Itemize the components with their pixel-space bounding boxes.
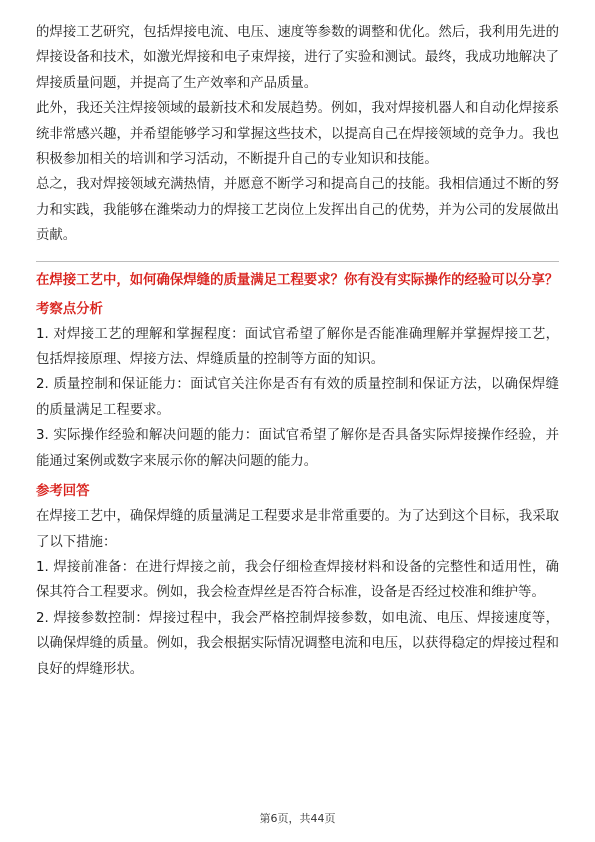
answer-heading: 参考回答 [36, 484, 90, 500]
intro-paragraph: 的焊接工艺研究，包括焊接电流、电压、速度等参数的调整和优化。然后，我利用先进的焊接设备和技术，如激光焊接和电子束焊接，进行了实验和测试。最终，我成功地解决了焊接质量问题，并提高了生产效率和产品质量。 [36, 25, 559, 91]
page-number: 第6页，共44页 [259, 812, 336, 825]
section-divider [36, 261, 559, 262]
interview-question: 在焊接工艺中，如何确保焊缝的质量满足工程要求？你有没有实际操作的经验可以分享？ [36, 272, 559, 288]
analysis-item: 2. 质量控制和保证能力：面试官关注你是否有有效的质量控制和保证方法，以确保焊缝的质量满足工程要求。 [36, 377, 559, 418]
answer-paragraph: 2. 焊接参数控制：焊接过程中，我会严格控制焊接参数，如电流、电压、焊接速度等，以确保焊缝的质量。例如，我会根据实际情况调整电流和电压，以获得稳定的焊接过程和良好的焊缝形状。 [36, 610, 559, 677]
intro-paragraph: 总之，我对焊接领域充满热情，并愿意不断学习和提高自己的技能。我相信通过不断的努力和实践，我能够在潍柴动力的焊接工艺岗位上发挥出自己的优势，并为公司的发展做出贡献。 [36, 177, 559, 244]
intro-paragraph: 此外，我还关注焊接领域的最新技术和发展趋势。例如，我对焊接机器人和自动化焊接系统非常感兴趣，并希望能够学习和掌握这些技术，以提高自己在焊接领域的竞争力。我也积极参加相关的培训和学习活动，不断提升自己的专业知识和技能。 [36, 101, 559, 168]
answer-paragraph: 1. 焊接前准备：在进行焊接之前，我会仔细检查焊接材料和设备的完整性和适用性，确保其符合工程要求。例如，我会检查焊丝是否符合标准，设备是否经过校准和维护等。 [36, 559, 559, 601]
document-page [36, 20, 559, 682]
analysis-item: 3. 实际操作经验和解决问题的能力：面试官希望了解你是否具备实际焊接操作经验，并能通过案例或数字来展示你的解决问题的能力。 [36, 428, 559, 469]
answer-paragraph: 在焊接工艺中，确保焊缝的质量满足工程要求是非常重要的。为了达到这个目标，我采取了以下措施： [36, 509, 559, 550]
analysis-item: 1. 对焊接工艺的理解和掌握程度：面试官希望了解你是否能准确理解并掌握焊接工艺，包括焊接原理、焊接方法、焊缝质量的控制等方面的知识。 [36, 326, 559, 368]
analysis-heading: 考察点分析 [36, 301, 103, 317]
